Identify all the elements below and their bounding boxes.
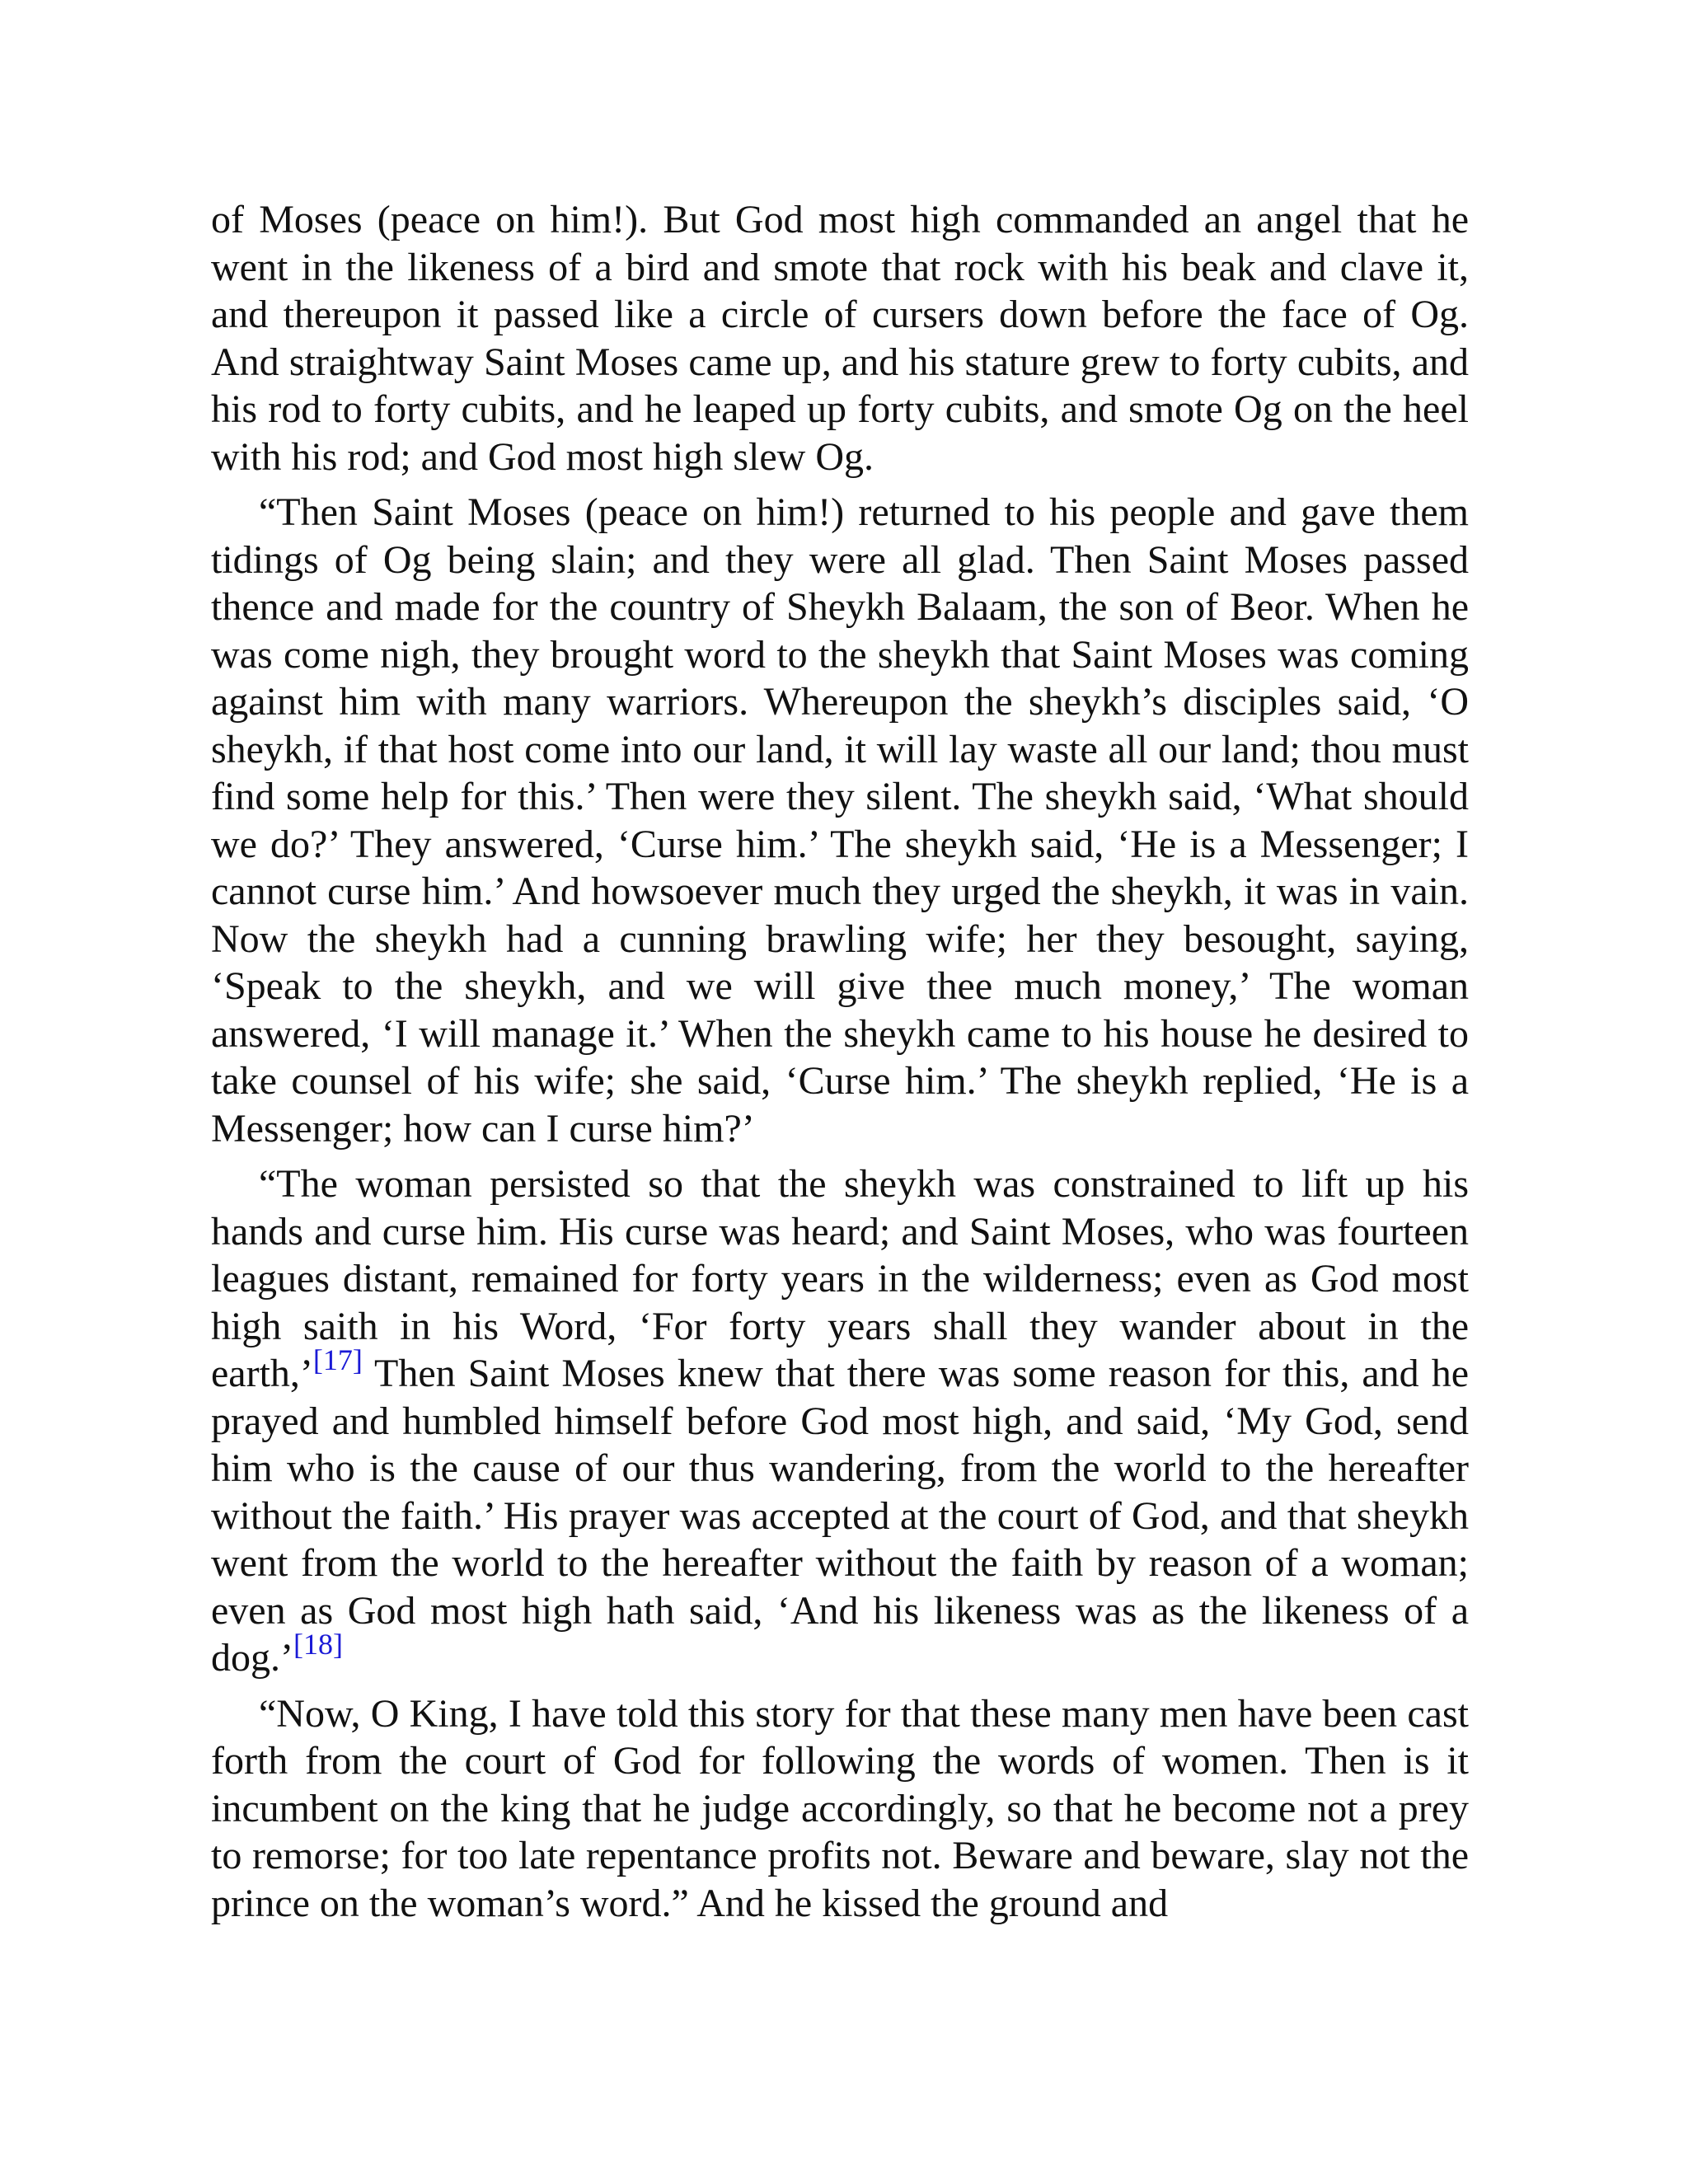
paragraph-4-text: “Now, O King, I have told this story for that these many men have been cast forth from the court of God for following the words of women. Then is it incumbent on the king that he judge accordingly, so that he become not a prey to remorse; for too late repentance profits not. Beware and beware, slay not the prince on the woman’s word.” And he kissed the ground and <box>211 1691 1469 1925</box>
paragraph-2 <box>211 489 1469 1152</box>
paragraph-3 <box>211 1160 1469 1682</box>
paragraph-1 <box>211 196 1469 480</box>
paragraph-4 <box>211 1690 1469 1928</box>
paragraph-3-text-part-1: “The woman persisted so that the sheykh was constrained to lift up his hands and curse him. His curse was heard; and Saint Moses, who was fourteen leagues distant, remained for forty years in the wilderness; even as God most high saith in his Word, ‘For forty years shall they wander about in the earth,’ <box>211 1162 1469 1395</box>
footnote-link-17[interactable]: [17] <box>312 1343 363 1376</box>
footnote-link-18[interactable]: [18] <box>293 1628 343 1661</box>
page-body <box>211 196 1469 1935</box>
paragraph-3-text-part-2: Then Saint Moses knew that there was some reason for this, and he prayed and humbled himself before God most high, and said, ‘My God, send him who is the cause of our thus wandering, from the world to the hereafter without the faith.’ His prayer was accepted at the court of God, and that sheykh went from the world to the hereafter without the faith by reason of a woman; even as God most high hath said, ‘And his likeness was as the likeness of a dog.’ <box>211 1352 1469 1680</box>
paragraph-2-text: “Then Saint Moses (peace on him!) returned to his people and gave them tidings of Og being slain; and they were all glad. Then Saint Moses passed thence and made for the country of Sheykh Balaam, the son of Beor. When he was come nigh, they brought word to the sheykh that Saint Moses was coming against him with many warriors. Whereupon the sheykh’s disciples said, ‘O sheykh, if that host come into our land, it will lay waste all our land; thou must find some help for this.’ Then were they silent. The sheykh said, ‘What should we do?’ They answered, ‘Curse him.’ The sheykh said, ‘He is a Messenger; I cannot curse him.’ And howsoever much they urged the sheykh, it was in vain. Now the sheykh had a cunning brawling wife; her they besought, saying, ‘Speak to the sheykh, and we will give thee much money,’ The woman answered, ‘I will manage it.’ When the sheykh came to his house he desired to take counsel of his wife; she said, ‘Curse him.’ The sheykh replied, ‘He is a Messenger; how can I curse him?’ <box>211 490 1469 1151</box>
paragraph-1-text: of Moses (peace on him!). But God most high commanded an angel that he went in the likeness of a bird and smote that rock with his beak and clave it, and thereupon it passed like a circle of cursers down before the face of Og. And straightway Saint Moses came up, and his stature grew to forty cubits, and his rod to forty cubits, and he leaped up forty cubits, and smote Og on the heel with his rod; and God most high slew Og. <box>211 198 1469 479</box>
